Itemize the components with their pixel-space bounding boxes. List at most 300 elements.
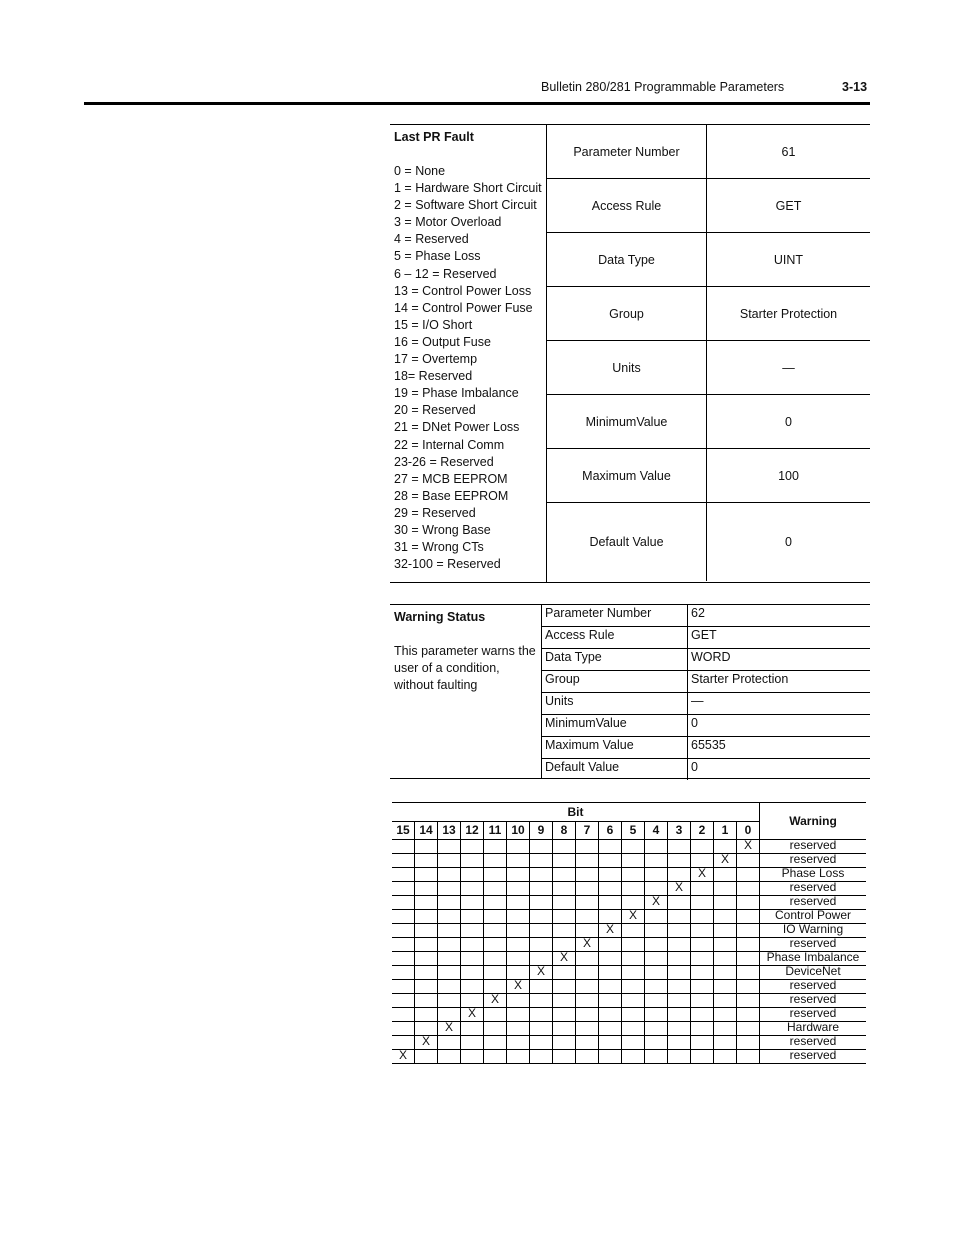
- bit-cell: [484, 868, 507, 882]
- bit-cell: [668, 966, 691, 980]
- property-value: —: [691, 694, 704, 708]
- bit-mark: X: [507, 980, 530, 994]
- bit-cell: [576, 1050, 599, 1064]
- warning-label: reserved: [760, 854, 867, 868]
- bit-cell: [668, 910, 691, 924]
- bit-cell: [599, 896, 622, 910]
- property-label: Data Type: [547, 233, 707, 286]
- bit-cell: [599, 868, 622, 882]
- bit-cell: [484, 924, 507, 938]
- bit-number-header: 15: [392, 822, 415, 840]
- bit-cell: [392, 868, 415, 882]
- bit-cell: [737, 1008, 760, 1022]
- bit-cell: [714, 924, 737, 938]
- bit-cell: [415, 1050, 438, 1064]
- bit-number-header: 9: [530, 822, 553, 840]
- bit-cell: [438, 882, 461, 896]
- bit-cell: [461, 966, 484, 980]
- bit-cell: [530, 994, 553, 1008]
- bit-number-header: 6: [599, 822, 622, 840]
- bit-cell: [599, 1050, 622, 1064]
- bit-cell: [461, 1022, 484, 1036]
- bit-cell: [668, 980, 691, 994]
- bit-cell: [553, 910, 576, 924]
- bit-number-header: 3: [668, 822, 691, 840]
- bit-cell: [507, 882, 530, 896]
- warning-label: reserved: [760, 938, 867, 952]
- header-title: Bulletin 280/281 Programmable Parameters: [541, 80, 785, 94]
- bit-cell: [691, 840, 714, 854]
- bit-mark: X: [622, 910, 645, 924]
- fault-code-item: 22 = Internal Comm: [394, 437, 505, 452]
- bit-mark: X: [668, 882, 691, 896]
- bit-cell: [714, 910, 737, 924]
- bit-cell: [576, 910, 599, 924]
- bit-cell: [392, 966, 415, 980]
- property-label: MinimumValue: [542, 715, 688, 736]
- bit-cell: [438, 994, 461, 1008]
- bit-cell: [668, 952, 691, 966]
- warning-label: reserved: [760, 840, 867, 854]
- bit-cell: [645, 1036, 668, 1050]
- bit-cell: [714, 952, 737, 966]
- bit-cell: [691, 1050, 714, 1064]
- bit-number-header: 10: [507, 822, 530, 840]
- bit-cell: [415, 840, 438, 854]
- property-value: 62: [691, 606, 705, 620]
- bit-cell: [415, 966, 438, 980]
- property-label: Access Rule: [542, 627, 688, 648]
- bit-cell: [645, 924, 668, 938]
- property-label: Maximum Value: [547, 449, 707, 502]
- bit-mark: X: [438, 1022, 461, 1036]
- bit-cell: [645, 910, 668, 924]
- bit-cell: [576, 980, 599, 994]
- bit-cell: [530, 924, 553, 938]
- bit-cell: [507, 896, 530, 910]
- bit-cell: [392, 980, 415, 994]
- param-61-properties: [547, 125, 870, 581]
- bit-cell: [645, 980, 668, 994]
- bit-cell: [668, 1008, 691, 1022]
- fault-code-item: 6 – 12 = Reserved: [394, 266, 497, 281]
- param-62-title: Warning Status: [394, 610, 486, 624]
- bit-cell: [576, 1022, 599, 1036]
- bit-cell: [599, 966, 622, 980]
- bit-cell: [461, 1036, 484, 1050]
- bit-mark: X: [461, 1008, 484, 1022]
- warning-label: Phase Imbalance: [760, 952, 867, 966]
- bit-number-header: 4: [645, 822, 668, 840]
- property-value: UINT: [773, 252, 804, 267]
- bit-cell: [599, 980, 622, 994]
- property-value: GET: [775, 198, 802, 213]
- fault-code-item: 27 = MCB EEPROM: [394, 471, 508, 486]
- fault-code-item: 18= Reserved: [394, 369, 473, 384]
- bit-mark: X: [645, 896, 668, 910]
- bit-cell: [737, 966, 760, 980]
- bit-cell: [553, 896, 576, 910]
- param-61-block: [390, 124, 870, 583]
- bit-cell: [668, 1022, 691, 1036]
- bit-cell: [484, 854, 507, 868]
- bit-cell: [622, 1050, 645, 1064]
- bit-cell: [461, 1050, 484, 1064]
- bit-cell: [415, 938, 438, 952]
- bit-mark: X: [576, 938, 599, 952]
- property-value: 61: [781, 144, 796, 159]
- bit-cell: [461, 882, 484, 896]
- bit-cell: [484, 1036, 507, 1050]
- bit-cell: [622, 854, 645, 868]
- property-row: [542, 671, 870, 693]
- bit-cell: [553, 1022, 576, 1036]
- warning-label: Control Power: [760, 910, 867, 924]
- warning-label: reserved: [760, 994, 867, 1008]
- bit-cell: [691, 938, 714, 952]
- bit-cell: [714, 1022, 737, 1036]
- bit-cell: [714, 1008, 737, 1022]
- fault-code-item: 14 = Control Power Fuse: [394, 300, 533, 315]
- bit-cell: [645, 994, 668, 1008]
- property-label: Units: [542, 693, 688, 714]
- bit-cell: [576, 994, 599, 1008]
- bit-cell: [461, 938, 484, 952]
- bit-cell: [576, 868, 599, 882]
- fault-code-item: 0 = None: [394, 164, 446, 178]
- bit-cell: [530, 980, 553, 994]
- bit-mark: X: [415, 1036, 438, 1050]
- bit-cell: [484, 882, 507, 896]
- bit-cell: [691, 1022, 714, 1036]
- bit-cell: [415, 994, 438, 1008]
- property-label: Group: [542, 671, 688, 692]
- bit-cell: [737, 1036, 760, 1050]
- bit-cell: [553, 868, 576, 882]
- fault-code-item: 23-26 = Reserved: [394, 454, 494, 469]
- property-label: Units: [547, 341, 707, 394]
- bit-cell: [599, 1008, 622, 1022]
- bit-cell: [415, 910, 438, 924]
- bit-cell: [622, 994, 645, 1008]
- bit-cell: [392, 938, 415, 952]
- property-label: Group: [547, 287, 707, 340]
- bit-cell: [438, 1050, 461, 1064]
- warning-label: reserved: [760, 882, 867, 896]
- bit-mark: X: [599, 924, 622, 938]
- bit-cell: [392, 882, 415, 896]
- bit-cell: [645, 938, 668, 952]
- bit-cell: [484, 910, 507, 924]
- bit-cell: [668, 840, 691, 854]
- bit-cell: [668, 1036, 691, 1050]
- warning-label: IO Warning: [760, 924, 867, 938]
- bit-cell: [415, 924, 438, 938]
- header-rule: [84, 102, 870, 105]
- property-value: 0: [691, 716, 698, 730]
- bit-cell: [461, 910, 484, 924]
- bit-cell: [737, 924, 760, 938]
- property-row: [542, 649, 870, 671]
- bit-mark: X: [530, 966, 553, 980]
- bit-cell: [392, 1008, 415, 1022]
- bit-mark: X: [737, 840, 760, 854]
- bit-cell: [438, 966, 461, 980]
- bit-cell: [461, 980, 484, 994]
- property-row: [547, 233, 870, 287]
- bit-cell: [553, 1008, 576, 1022]
- bit-cell: [691, 994, 714, 1008]
- bit-cell: [484, 1050, 507, 1064]
- bit-cell: [576, 854, 599, 868]
- bit-cell: [691, 1008, 714, 1022]
- warning-label: reserved: [760, 896, 867, 910]
- param-62-description: [390, 605, 542, 778]
- bit-cell: [530, 868, 553, 882]
- bit-cell: [415, 1008, 438, 1022]
- bit-cell: [737, 1050, 760, 1064]
- property-value: WORD: [691, 650, 731, 664]
- page-number: 3-13: [842, 80, 868, 94]
- bit-cell: [415, 854, 438, 868]
- bit-cell: [507, 840, 530, 854]
- bit-mark: X: [691, 868, 714, 882]
- bit-cell: [438, 924, 461, 938]
- bit-cell: [392, 1022, 415, 1036]
- property-value: 65535: [691, 738, 726, 752]
- bit-cell: [415, 980, 438, 994]
- fault-code-item: 31 = Wrong CTs: [394, 540, 484, 555]
- property-label: Access Rule: [547, 179, 707, 232]
- bit-cell: [599, 840, 622, 854]
- bit-cell: [415, 896, 438, 910]
- bit-cell: [553, 840, 576, 854]
- bit-cell: [438, 910, 461, 924]
- bit-cell: [484, 896, 507, 910]
- bit-cell: [507, 854, 530, 868]
- bit-cell: [392, 854, 415, 868]
- warning-label: reserved: [760, 1008, 867, 1022]
- warning-label: Phase Loss: [760, 868, 867, 882]
- property-value: 0: [691, 760, 698, 774]
- fault-code-list: [394, 163, 542, 573]
- warning-label: reserved: [760, 1036, 867, 1050]
- bit-cell: [392, 994, 415, 1008]
- bit-cell: [691, 882, 714, 896]
- bit-cell: [645, 1008, 668, 1022]
- bit-cell: [714, 994, 737, 1008]
- bit-cell: [576, 1036, 599, 1050]
- property-value: 0: [785, 414, 792, 429]
- param-62-text: This parameter warns the user of a condition, without faulting: [394, 644, 536, 692]
- bit-number-header: 14: [415, 822, 438, 840]
- property-row: [547, 125, 870, 179]
- bit-cell: [714, 938, 737, 952]
- bit-cell: [553, 924, 576, 938]
- bit-number-header: 5: [622, 822, 645, 840]
- bit-cell: [622, 966, 645, 980]
- bit-cell: [668, 924, 691, 938]
- property-row: [547, 395, 870, 449]
- property-label: Maximum Value: [542, 737, 688, 758]
- bit-cell: [737, 980, 760, 994]
- bit-cell: [714, 896, 737, 910]
- bit-cell: [599, 938, 622, 952]
- bit-cell: [507, 1036, 530, 1050]
- bit-cell: [438, 896, 461, 910]
- bit-cell: [599, 952, 622, 966]
- bit-cell: [737, 938, 760, 952]
- bit-cell: [737, 994, 760, 1008]
- fault-code-item: 20 = Reserved: [394, 403, 476, 418]
- bit-cell: [484, 938, 507, 952]
- bit-cell: [392, 910, 415, 924]
- property-label: Data Type: [542, 649, 688, 670]
- property-row: [547, 179, 870, 233]
- bit-cell: [392, 896, 415, 910]
- bit-cell: [553, 966, 576, 980]
- bit-cell: [599, 882, 622, 896]
- bit-cell: [438, 840, 461, 854]
- bit-cell: [461, 896, 484, 910]
- property-row: [547, 341, 870, 395]
- bit-cell: [599, 854, 622, 868]
- fault-code-item: 21 = DNet Power Loss: [394, 420, 520, 435]
- bit-cell: [438, 952, 461, 966]
- property-row: [542, 693, 870, 715]
- bit-cell: [530, 882, 553, 896]
- property-value: 0: [785, 535, 792, 549]
- warning-bit-table: [392, 802, 866, 1064]
- property-label: Default Value: [542, 759, 688, 780]
- bit-cell: [576, 1008, 599, 1022]
- bit-cell: [576, 952, 599, 966]
- warning-label: reserved: [760, 980, 867, 994]
- warning-label: reserved: [760, 1050, 867, 1064]
- property-row: [542, 715, 870, 737]
- bit-cell: [553, 1050, 576, 1064]
- bit-cell: [622, 980, 645, 994]
- bit-cell: [507, 994, 530, 1008]
- property-row: [547, 449, 870, 503]
- bit-cell: [576, 840, 599, 854]
- bit-cell: [668, 1050, 691, 1064]
- bit-cell: [507, 938, 530, 952]
- bit-cell: [507, 952, 530, 966]
- fault-code-item: 5 = Phase Loss: [394, 249, 481, 264]
- bit-number-header: 12: [461, 822, 484, 840]
- bit-cell: [691, 966, 714, 980]
- bit-cell: [507, 1050, 530, 1064]
- fault-code-item: 32-100 = Reserved: [394, 557, 501, 572]
- bit-cell: [530, 910, 553, 924]
- bit-cell: [553, 1036, 576, 1050]
- bit-cell: [714, 1036, 737, 1050]
- bit-cell: [576, 966, 599, 980]
- bit-cell: [645, 1022, 668, 1036]
- fault-code-item: 19 = Phase Imbalance: [394, 386, 519, 401]
- bit-cell: [691, 1036, 714, 1050]
- bit-cell: [484, 1022, 507, 1036]
- bit-cell: [622, 952, 645, 966]
- fault-code-item: 28 = Base EEPROM: [394, 488, 509, 503]
- bit-cell: [415, 952, 438, 966]
- bit-cell: [576, 896, 599, 910]
- bit-cell: [622, 938, 645, 952]
- bit-cell: [737, 910, 760, 924]
- bit-cell: [645, 966, 668, 980]
- bit-cell: [691, 896, 714, 910]
- bit-cell: [645, 1050, 668, 1064]
- bit-cell: [737, 952, 760, 966]
- param-61-description: [390, 125, 547, 582]
- bit-cell: [714, 882, 737, 896]
- bit-cell: [530, 896, 553, 910]
- param-62-properties: [542, 605, 870, 780]
- bit-number-header: 0: [737, 822, 760, 840]
- bit-cell: [484, 952, 507, 966]
- bit-cell: [415, 882, 438, 896]
- bit-cell: [553, 980, 576, 994]
- bit-cell: [691, 924, 714, 938]
- bit-cell: [507, 1022, 530, 1036]
- fault-code-item: 3 = Motor Overload: [394, 215, 502, 230]
- bit-cell: [392, 840, 415, 854]
- bit-number-header: 7: [576, 822, 599, 840]
- bit-cell: [507, 1008, 530, 1022]
- bit-cell: [737, 868, 760, 882]
- warning-label: Hardware: [760, 1022, 867, 1036]
- bit-cell: [461, 854, 484, 868]
- fault-code-item: 2 = Software Short Circuit: [394, 198, 537, 213]
- bit-cell: [461, 924, 484, 938]
- bit-number-header: 2: [691, 822, 714, 840]
- bit-number-header: 13: [438, 822, 461, 840]
- bit-cell: [645, 854, 668, 868]
- bit-cell: [737, 882, 760, 896]
- bit-cell: [622, 840, 645, 854]
- bit-cell: [461, 868, 484, 882]
- bit-cell: [714, 966, 737, 980]
- bit-cell: [714, 980, 737, 994]
- bit-header: Bit: [392, 803, 760, 822]
- bit-cell: [737, 896, 760, 910]
- bit-cell: [438, 980, 461, 994]
- bit-cell: [599, 1022, 622, 1036]
- bit-cell: [668, 994, 691, 1008]
- bit-cell: [392, 952, 415, 966]
- bit-mark: X: [714, 854, 737, 868]
- bit-cell: [668, 938, 691, 952]
- bit-cell: [668, 854, 691, 868]
- property-value: Starter Protection: [739, 306, 838, 321]
- bit-cell: [576, 882, 599, 896]
- bit-cell: [507, 910, 530, 924]
- bit-mark: X: [392, 1050, 415, 1064]
- bit-cell: [714, 868, 737, 882]
- property-value: 100: [778, 468, 799, 483]
- bit-cell: [484, 840, 507, 854]
- bit-cell: [668, 896, 691, 910]
- property-value: Starter Protection: [691, 672, 789, 686]
- fault-code-item: 17 = Overtemp: [394, 352, 478, 367]
- warning-header: Warning: [760, 803, 867, 840]
- bit-mark: X: [484, 994, 507, 1008]
- bit-cell: [530, 1036, 553, 1050]
- property-value: —: [782, 360, 795, 375]
- property-label: Default Value: [547, 503, 707, 581]
- bit-cell: [461, 952, 484, 966]
